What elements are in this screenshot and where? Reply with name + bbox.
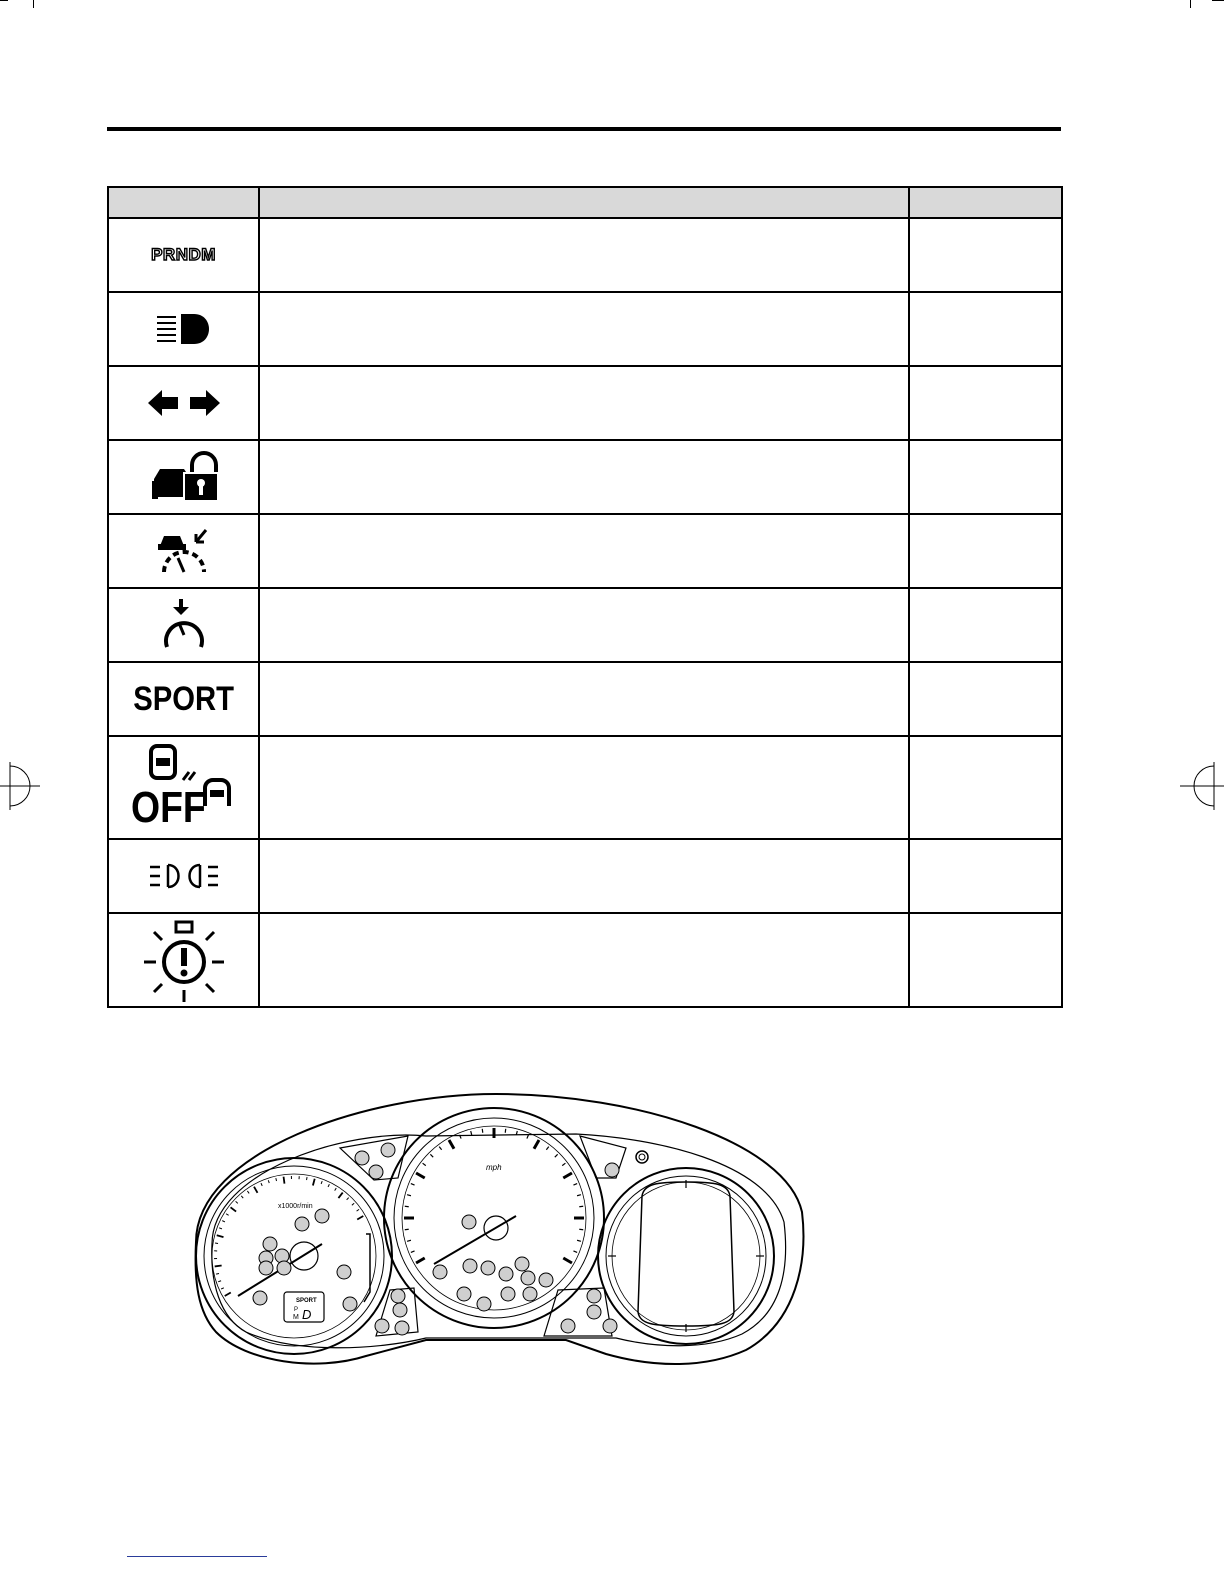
callout-circle [277, 1261, 291, 1275]
callout-circle [337, 1265, 351, 1279]
callout-circle [539, 1273, 553, 1287]
display-gear-label: D [302, 1307, 312, 1322]
callout-circle [521, 1271, 535, 1285]
speed-unit-label: mph [486, 1163, 502, 1172]
tach-unit-label: x1000r/min [278, 1203, 313, 1210]
gauge-tick [215, 1266, 222, 1267]
description-cell [259, 218, 909, 292]
instrument-cluster-diagram [186, 1092, 806, 1378]
callout-circle [253, 1291, 267, 1305]
crop-mark [1190, 0, 1191, 8]
page-cell [909, 588, 1062, 662]
indicator-table [107, 186, 1063, 1008]
sport-mode-icon [108, 662, 259, 736]
gauge-tick [563, 1173, 572, 1178]
gauge-tick [247, 1191, 249, 1193]
description-cell [259, 366, 909, 440]
sport-label: SPORT [133, 679, 234, 718]
gauge-tick [505, 1129, 506, 1133]
table-row [108, 514, 1062, 588]
callout-circle [263, 1237, 277, 1251]
gauge-tick [241, 1196, 243, 1198]
description-cell [259, 588, 909, 662]
gauge-tick [254, 1187, 258, 1193]
callout-circle [587, 1289, 601, 1303]
callout-circle [463, 1259, 477, 1273]
trip-knob [636, 1151, 648, 1163]
header-rule [107, 127, 1061, 131]
callout-circle [481, 1261, 495, 1275]
gauge-tick [226, 1214, 229, 1216]
radar-cruise-icon [108, 514, 259, 588]
security-lock-icon [108, 440, 259, 514]
header-cell [259, 187, 909, 218]
gauge-tick [284, 1177, 285, 1184]
gauge-tick [562, 1163, 565, 1165]
page-cell [909, 292, 1062, 366]
gauge-tick [411, 1184, 415, 1186]
gauge-tick [482, 1129, 483, 1133]
gauge-tick [328, 1184, 329, 1187]
gauge-tick [423, 1163, 426, 1165]
gauge-tick [439, 1147, 441, 1150]
page-cell [909, 514, 1062, 588]
gauge-tick [546, 1147, 548, 1150]
callout-circle [605, 1163, 619, 1177]
callout-circle [457, 1287, 471, 1301]
callout-circle [295, 1217, 309, 1231]
cruise-set-icon [108, 588, 259, 662]
callout-circle [515, 1257, 529, 1271]
header-cell [108, 187, 259, 218]
table-row [108, 736, 1062, 839]
callout-circle [395, 1321, 409, 1335]
gauge-tick [563, 1258, 572, 1263]
page-cell [909, 662, 1062, 736]
gauge-tick [577, 1240, 581, 1241]
callout-circle [501, 1287, 515, 1301]
description-cell [259, 440, 909, 514]
gauge-tick [236, 1201, 238, 1203]
gauge-tick [471, 1131, 472, 1135]
description-cell [259, 292, 909, 366]
page-cell [909, 218, 1062, 292]
gauge-tick [407, 1195, 411, 1196]
gauge-tick [573, 1184, 577, 1186]
description-cell [259, 514, 909, 588]
gauge-tick [313, 1179, 315, 1186]
gauge-tick [231, 1207, 237, 1211]
gauge-tick [416, 1173, 425, 1178]
table-row [108, 292, 1062, 366]
high-beam-icon [108, 292, 259, 366]
callout-circle [369, 1165, 383, 1179]
callout-circle [433, 1265, 447, 1279]
brake-warning-icon [108, 913, 259, 1007]
gauge-tick [411, 1251, 415, 1253]
crop-mark [33, 0, 34, 8]
table-row [108, 366, 1062, 440]
gauge-tick [405, 1206, 409, 1207]
crop-mark [0, 0, 8, 1]
page-cell [909, 839, 1062, 913]
gauge-tick [357, 1209, 359, 1211]
gauge-tick [577, 1195, 581, 1196]
callout-circle [587, 1305, 601, 1319]
speedometer [384, 1108, 604, 1328]
callout-circle [315, 1209, 329, 1223]
description-cell [259, 662, 909, 736]
description-cell [259, 839, 909, 913]
page-cell [909, 913, 1062, 1007]
footer-link-line [127, 1556, 267, 1557]
gauge-tick [347, 1198, 349, 1200]
table-row [108, 440, 1062, 514]
gauge-tick [218, 1281, 221, 1282]
crop-mark [1212, 0, 1224, 1]
callout-circle [477, 1297, 491, 1311]
gauge-tick [555, 1154, 558, 1157]
callout-circle [391, 1289, 405, 1303]
off-label: OFF [130, 782, 206, 832]
gauge-tick [579, 1206, 583, 1207]
gauge-tick [219, 1228, 222, 1229]
multi-display [598, 1168, 774, 1344]
table-row [108, 588, 1062, 662]
gauge-tick [449, 1140, 454, 1149]
callout-circle [561, 1319, 575, 1333]
header-cell [909, 187, 1062, 218]
gauge-tick [321, 1181, 322, 1184]
table-row [108, 218, 1062, 292]
display-m-label: M [293, 1314, 299, 1321]
callout-circle [355, 1151, 369, 1165]
front-fog-icon [108, 839, 259, 913]
display-sport-label: SPORT [296, 1298, 317, 1304]
gauge-tick [573, 1251, 577, 1253]
gauge-tick [216, 1273, 219, 1274]
callout-circle [499, 1267, 513, 1281]
callout-circle [381, 1143, 395, 1157]
callout-circle [393, 1303, 407, 1317]
tachometer [196, 1158, 392, 1354]
callout-circle [462, 1215, 476, 1229]
prndm-indicator-icon [108, 218, 259, 292]
gauge-tick [527, 1135, 529, 1139]
gauge-tick [225, 1293, 231, 1297]
gauge-tick [222, 1221, 225, 1222]
gauge-tick [217, 1235, 224, 1237]
page-cell [909, 736, 1062, 839]
registration-mark-right [1180, 762, 1224, 810]
callout-circle [259, 1261, 273, 1275]
blind-spot-off-icon [108, 736, 259, 839]
gauge-tick [268, 1180, 269, 1183]
gauge-tick [579, 1229, 583, 1230]
gauge-tick [430, 1154, 433, 1157]
callout-circle [375, 1319, 389, 1333]
table-row [108, 913, 1062, 1007]
description-cell [259, 913, 909, 1007]
callout-circle [343, 1297, 357, 1311]
display-p-label: P [294, 1307, 299, 1313]
description-cell [259, 736, 909, 839]
gauge-tick [221, 1288, 224, 1289]
page-cell [909, 366, 1062, 440]
gauge-tick [407, 1240, 411, 1241]
gauge-tick [338, 1193, 342, 1199]
gauge-tick [534, 1140, 539, 1149]
callout-circle [603, 1319, 617, 1333]
prndm-label: PRNDM [151, 245, 216, 264]
gauge-tick [335, 1188, 337, 1191]
table-header-row [108, 187, 1062, 218]
gauge-tick [276, 1178, 277, 1181]
gauge-tick [261, 1183, 262, 1186]
gauge-tick [352, 1203, 354, 1205]
table-row [108, 662, 1062, 736]
registration-mark-left [0, 762, 40, 810]
gauge-tick [405, 1229, 409, 1230]
table-row [108, 839, 1062, 913]
page-cell [909, 440, 1062, 514]
turn-signal-icon [108, 366, 259, 440]
gauge-tick [357, 1216, 363, 1220]
gauge-tick [416, 1258, 425, 1263]
callout-circle [523, 1287, 537, 1301]
